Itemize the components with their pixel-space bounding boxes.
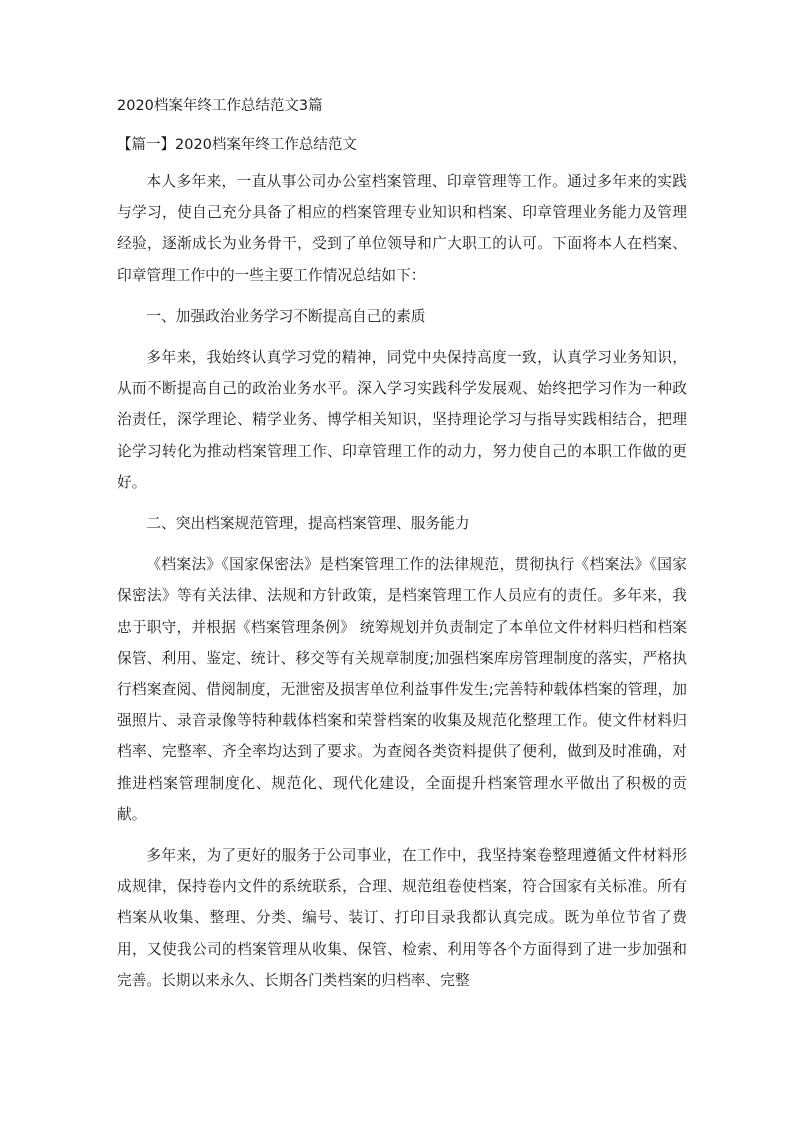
paragraph-1: 多年来，我始终认真学习党的精神，同党中央保持高度一致，认真学习业务知识，从而不断提高自己的政治业务水平。深入学习实践科学发展观、始终把学习作为一种政治责任，深学理论、精学业务、博学相关知识，坚持理论学习与指导实践相结合，把理论学习转化为推动档案管理工作、印章管理工作的动力，努力使自己的本职工作做的更好。 <box>117 349 687 491</box>
section-title: 【篇一】2020档案年终工作总结范文 <box>117 137 357 153</box>
section-heading-1: 一、加强政治业务学习不断提高自己的素质 <box>146 307 426 325</box>
paragraph-2: 《档案法》《国家保密法》是档案管理工作的法律规范，贯彻执行《档案法》《国家保密法》等有关法律、法规和方针政策，是档案管理工作人员应有的责任。多年来，我忠于职守，并根据《档案管理条例》 统筹规划并负责制定了本单位文件材料归档和档案保管、利用、鉴定、统计、移交等有关规章制度;加强档案库房管理制度的落实，严格执行档案查阅、借阅制度，无泄密及损害单位利益事件发生;完善特种载体档案的管理，加强照片、录音录像等特种载体档案和荣誉档案的收集及规范化整理工作。使文件材料归档率、完整率、齐全率均达到了要求。为查阅各类资料提供了便利，做到及时准确，对推进档案管理制度化、规范化、现代化建设，全面提升档案管理水平做出了积极的贡献。 <box>117 556 687 823</box>
paragraph-3: 多年来，为了更好的服务于公司事业，在工作中，我坚持案卷整理遵循文件材料形成规律，保持卷内文件的系统联系，合理、规范组卷使档案，符合国家有关标准。所有档案从收集、整理、分类、编号、装订、打印目录我都认真完成。既为单位节省了费用，又使我公司的档案管理从收集、保管、检索、利用等各个方面得到了进一步加强和完善。长期以来永久、长期各门类档案的归档率、完整 <box>117 847 687 989</box>
intro-paragraph: 本人多年来，一直从事公司办公室档案管理、印章管理等工作。通过多年来的实践与学习，使自己充分具备了相应的档案管理专业知识和档案、印章管理业务能力及管理经验，逐渐成长为业务骨干，受到了单位领导和广大职工的认可。下面将本人在档案、印章管理工作中的一些主要工作情况总结如下： <box>117 173 687 284</box>
document-page <box>117 96 687 1006</box>
document-title: 2020档案年终工作总结范文3篇 <box>117 98 323 114</box>
section-heading-2: 二、突出档案规范管理，提高档案管理、服务能力 <box>146 515 470 533</box>
